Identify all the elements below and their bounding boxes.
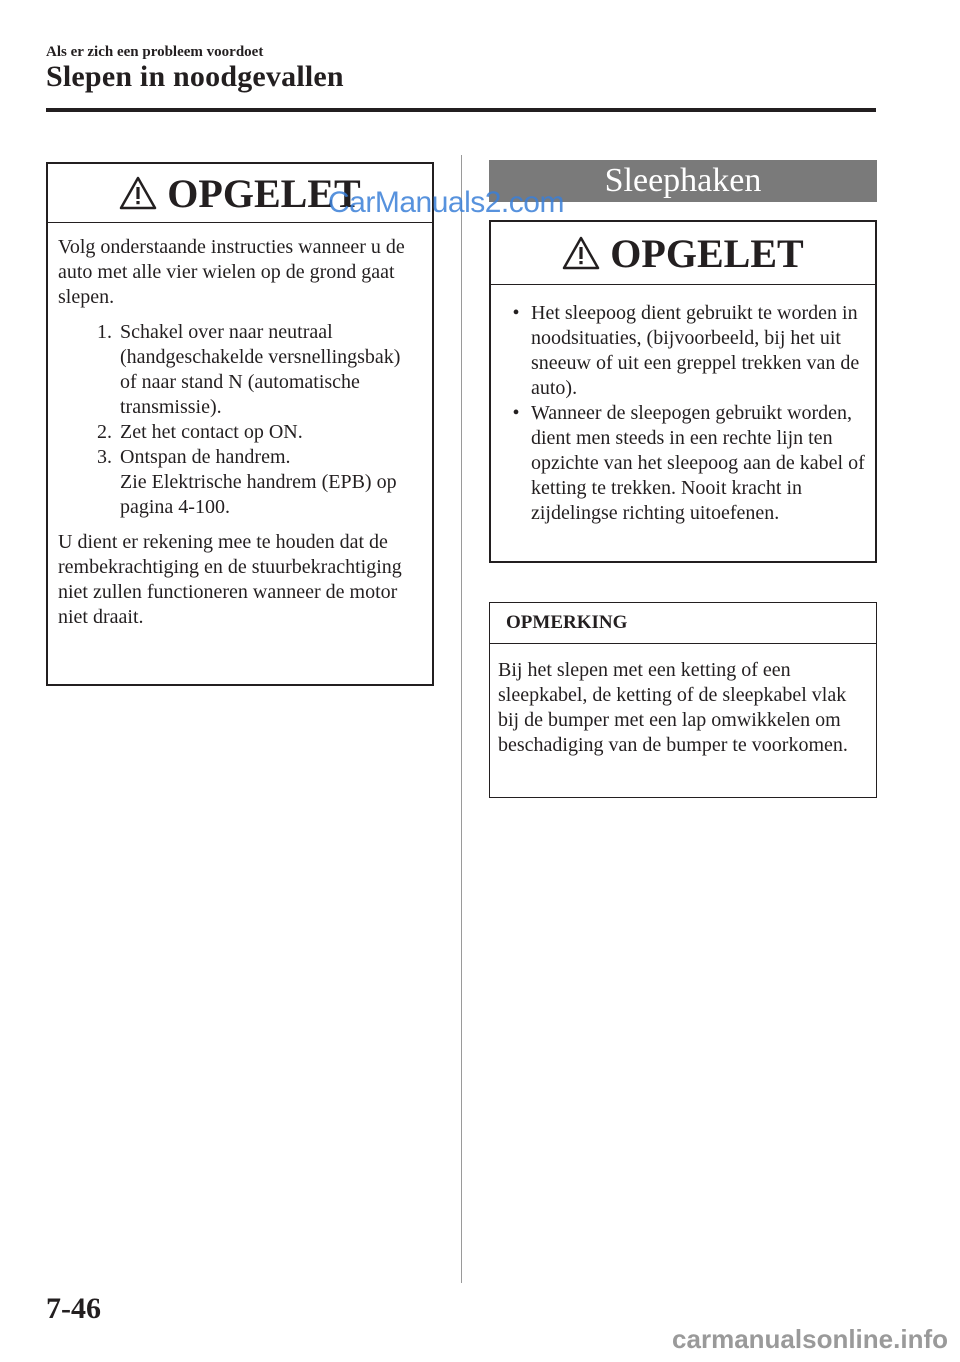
watermark-logo: CarManuals2.com: [328, 186, 564, 219]
step-text: Ontspan de handrem.: [120, 446, 291, 468]
steps-list: [58, 320, 422, 520]
page-title: Slepen in noodgevallen: [46, 60, 344, 93]
step-text: Schakel over naar neutraal (handgeschakelde versnellingsbak) of naar stand N (automatische transmissie).: [120, 321, 401, 418]
bullet-dot: •: [512, 302, 520, 324]
warning-triangle-icon: [119, 176, 157, 210]
header-rule: [46, 108, 876, 112]
page-reference: Zie Elektrische handrem (EPB) op pagina 4-100.: [120, 471, 397, 518]
step-number: 1.: [97, 321, 112, 343]
caution-outro: U dient er rekening mee te houden dat de rembekrachtiging en de stuurbekrachtiging niet zullen functioneren wanneer de motor niet draait.: [58, 531, 402, 628]
section-title-bar: Sleephaken: [489, 160, 877, 202]
column-divider: [461, 155, 462, 1283]
bullet-text: Het sleepoog dient gebruikt te worden in noodsituaties, (bijvoorbeeld, bij het uit sneeuw of uit een greppel trekken van de auto).: [531, 302, 860, 399]
step-number: 3.: [97, 446, 112, 468]
caution-box-tow-hooks: [489, 220, 877, 563]
note-box: [489, 602, 877, 798]
step-item: [58, 445, 422, 520]
page-number: 7-46: [46, 1292, 101, 1325]
step-number: 2.: [97, 421, 112, 443]
caution-intro: Volg onderstaande instructies wanneer u de auto met alle vier wielen op de grond gaat slepen.: [58, 236, 405, 308]
bullet-text: Wanneer de sleepogen gebruikt worden, dient men steeds in een rechte lijn ten opzichte van het sleepoog aan de kabel of ketting te trekken. Nooit kracht in zijdelingse richting uitoefenen.: [531, 402, 865, 524]
bullet-list: [501, 301, 865, 526]
step-item: [58, 420, 422, 445]
caution-title: OPGELET: [610, 230, 804, 276]
caution-header: [491, 222, 875, 285]
step-text: Zet het contact op ON.: [120, 421, 303, 443]
bullet-item: [501, 301, 865, 401]
step-item: [58, 320, 422, 420]
bullet-dot: •: [512, 402, 520, 424]
warning-triangle-icon: [562, 236, 600, 270]
note-text: Bij het slepen met een ketting of een sleepkabel, de ketting of de sleepkabel vlak bij de bumper met een lap omwikkelen om beschadiging van de bumper te voorkomen.: [498, 659, 848, 756]
note-title: OPMERKING: [490, 603, 876, 644]
bullet-item: [501, 401, 865, 526]
caution-title: OPGELET: [167, 170, 361, 216]
step-text-block: [120, 445, 422, 520]
chapter-label: Als er zich een probleem voordoet: [46, 44, 264, 60]
footer-watermark: carmanualsonline.info: [672, 1324, 948, 1354]
caution-box-towing: [46, 162, 434, 686]
